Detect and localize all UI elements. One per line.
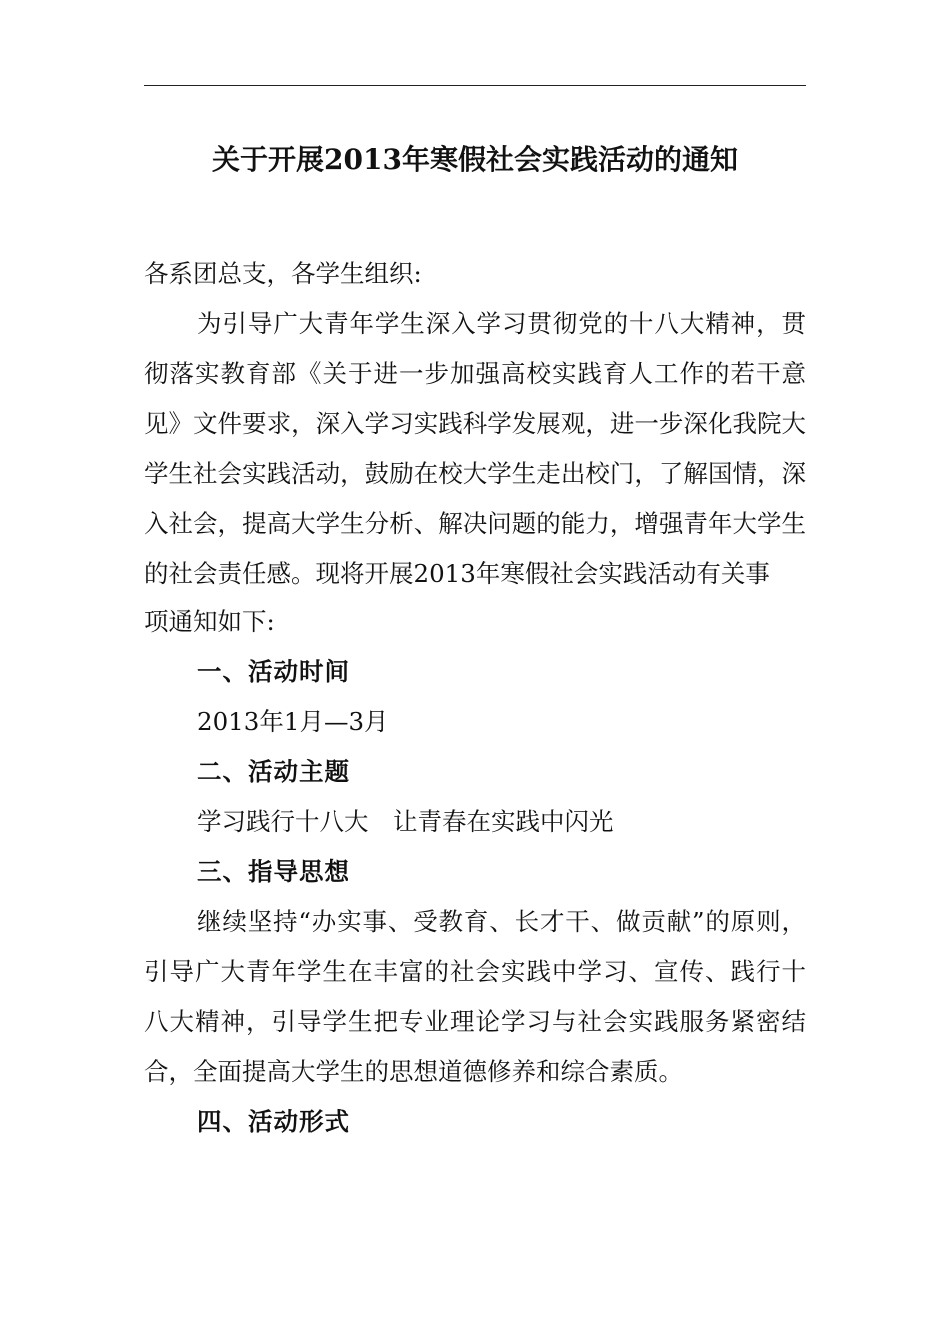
section-heading-form: 四、活动形式 — [197, 1107, 350, 1136]
section-heading-guiding: 三、指导思想 — [197, 857, 350, 886]
section-guiding-line-3: 八大精神，引导学生把专业理论学习与社会实践服务紧密结 — [144, 1007, 806, 1036]
intro-line-1: 为引导广大青年学生深入学习贯彻党的十八大精神，贯 — [197, 309, 806, 338]
intro-line-3: 见》文件要求，深入学习实践科学发展观，进一步深化我院大 — [144, 409, 806, 438]
intro-line-2: 彻落实教育部《关于进一步加强高校实践育人工作的若干意 — [144, 359, 806, 388]
intro-line-6: 的社会责任感。现将开展2013年寒假社会实践活动有关事 — [144, 559, 770, 588]
salutation: 各系团总支，各学生组织: — [144, 259, 422, 288]
intro-line-7: 项通知如下: — [144, 607, 275, 636]
section-guiding-line-2: 引导广大青年学生在丰富的社会实践中学习、宣传、践行十 — [144, 957, 806, 986]
section-guiding-line-1: 继续坚持“办实事、受教育、长才干、做贡献”的原则， — [197, 907, 806, 936]
intro-line-4: 学生社会实践活动，鼓励在校大学生走出校门，了解国情，深 — [144, 459, 806, 488]
section-heading-time: 一、活动时间 — [197, 657, 350, 686]
intro-line-5: 入社会，提高大学生分析、解决问题的能力，增强青年大学生 — [144, 509, 806, 538]
section-guiding-line-4: 合，全面提高大学生的思想道德修养和综合素质。 — [144, 1057, 683, 1086]
header-rule — [144, 85, 806, 86]
document-title: 关于开展2013年寒假社会实践活动的通知 — [212, 143, 738, 176]
section-time-text: 2013年1月—3月 — [197, 707, 389, 736]
section-heading-theme: 二、活动主题 — [197, 757, 350, 786]
section-theme-text: 学习践行十八大 让青春在实践中闪光 — [197, 807, 614, 836]
